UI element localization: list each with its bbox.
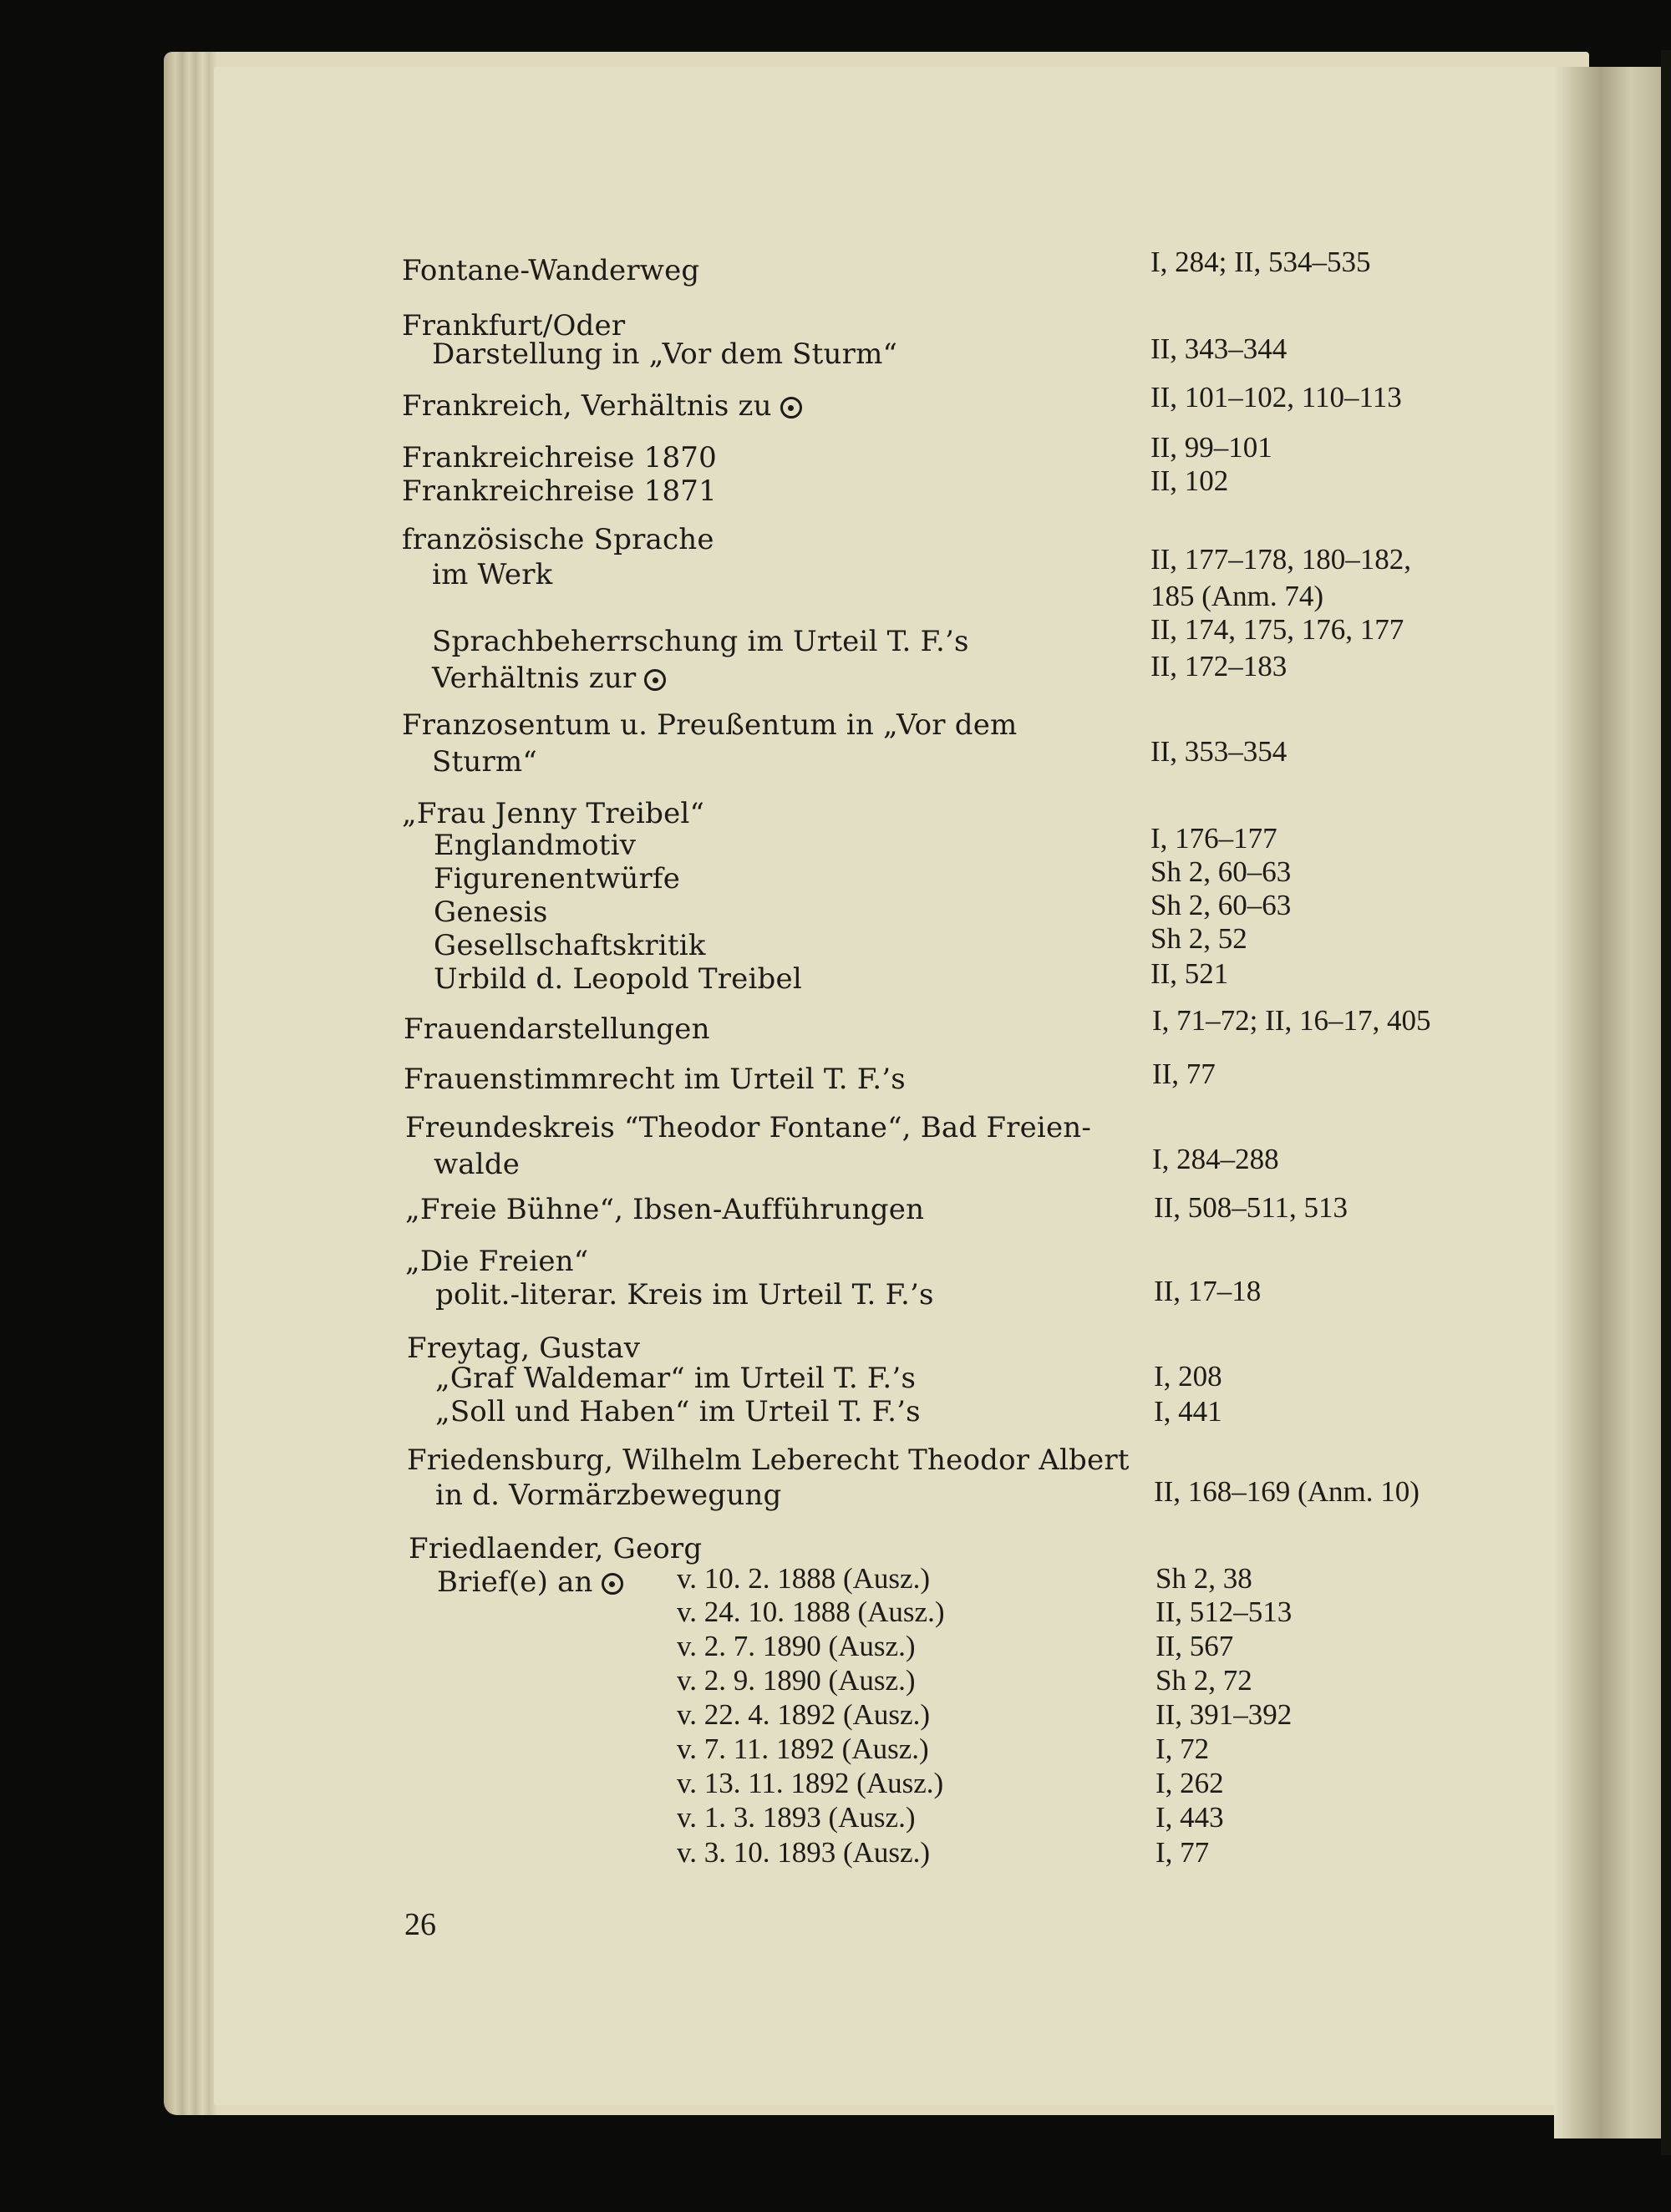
entry-ref: Sh 2, 60–63 bbox=[1150, 889, 1292, 921]
letter-date: v. 13. 11. 1892 (Ausz.) bbox=[677, 1767, 944, 1799]
entry-text: walde bbox=[434, 1148, 521, 1181]
entry-text: Frankreichreise 1870 bbox=[402, 441, 717, 474]
entry-ref: II, 343–344 bbox=[1150, 332, 1288, 365]
entry-text: Sturm“ bbox=[432, 745, 537, 779]
entry-text: Freundeskreis “Theodor Fontane“, Bad Freien- bbox=[405, 1111, 1092, 1144]
entry-text bbox=[437, 1565, 623, 1599]
entry-ref: II, 177–178, 180–182, bbox=[1150, 543, 1412, 576]
entry-text: Figurenentwürfe bbox=[434, 862, 681, 895]
entry-text bbox=[432, 662, 666, 695]
letter-ref: I, 77 bbox=[1155, 1836, 1210, 1869]
entry-ref: II, 174, 175, 176, 177 bbox=[1150, 613, 1404, 646]
letter-date: v. 2. 7. 1890 (Ausz.) bbox=[677, 1630, 916, 1662]
letter-ref: II, 567 bbox=[1155, 1630, 1234, 1662]
entry-text: Darstellung in „Vor dem Sturm“ bbox=[432, 337, 898, 371]
entry-ref: I, 71–72; II, 16–17, 405 bbox=[1152, 1004, 1431, 1037]
entry-ref: I, 284–288 bbox=[1152, 1143, 1279, 1175]
entry-text: Franzosentum u. Preußentum in „Vor dem bbox=[402, 708, 1018, 742]
entry-label: Verhältnis zur bbox=[432, 662, 637, 695]
letter-ref: I, 443 bbox=[1155, 1801, 1224, 1834]
entry-text: „Graf Waldemar“ im Urteil T. F.’s bbox=[435, 1362, 917, 1395]
letter-ref: II, 391–392 bbox=[1155, 1698, 1293, 1731]
entry-text: Friedensburg, Wilhelm Leberecht Theodor Albert bbox=[407, 1443, 1130, 1477]
entry-ref: II, 521 bbox=[1150, 957, 1229, 990]
letter-date: v. 3. 10. 1893 (Ausz.) bbox=[677, 1836, 930, 1869]
entry-text: Englandmotiv bbox=[434, 829, 637, 862]
entry-text: „Soll und Haben“ im Urteil T. F.’s bbox=[435, 1395, 921, 1428]
entry-ref: II, 172–183 bbox=[1150, 650, 1288, 682]
entry-text bbox=[402, 389, 802, 423]
entry-ref: II, 353–354 bbox=[1150, 735, 1288, 768]
entry-text: Fontane-Wanderweg bbox=[402, 254, 700, 287]
entry-text: Genesis bbox=[434, 895, 548, 929]
entry-ref: II, 77 bbox=[1152, 1058, 1216, 1090]
page-number: 26 bbox=[404, 1907, 436, 1942]
entry-label: Brief(e) an bbox=[437, 1565, 593, 1599]
entry-text: Freytag, Gustav bbox=[407, 1332, 641, 1365]
entry-text: in d. Vormärzbewegung bbox=[435, 1479, 782, 1512]
entry-text: Frauendarstellungen bbox=[404, 1012, 710, 1046]
letter-date: v. 22. 4. 1892 (Ausz.) bbox=[677, 1698, 930, 1731]
letter-ref: I, 72 bbox=[1155, 1733, 1210, 1765]
entry-ref: 185 (Anm. 74) bbox=[1150, 580, 1324, 612]
entry-label: Frankreich, Verhältnis zu bbox=[402, 389, 772, 423]
letter-date: v. 10. 2. 1888 (Ausz.) bbox=[677, 1562, 930, 1595]
entry-ref: Sh 2, 52 bbox=[1150, 922, 1247, 955]
entry-ref: II, 17–18 bbox=[1154, 1275, 1262, 1307]
entry-text: im Werk bbox=[432, 558, 553, 591]
letter-date: v. 1. 3. 1893 (Ausz.) bbox=[677, 1801, 916, 1834]
entry-ref: I, 176–177 bbox=[1150, 822, 1277, 855]
entry-text: polit.-literar. Kreis im Urteil T. F.’s bbox=[435, 1278, 934, 1311]
letter-ref: Sh 2, 72 bbox=[1155, 1664, 1252, 1697]
letter-date: v. 7. 11. 1892 (Ausz.) bbox=[677, 1733, 929, 1765]
letter-ref: I, 262 bbox=[1155, 1767, 1224, 1799]
entry-ref: II, 168–169 (Anm. 10) bbox=[1154, 1475, 1420, 1508]
letter-ref: Sh 2, 38 bbox=[1155, 1562, 1252, 1595]
entry-text: Frankreichreise 1871 bbox=[402, 474, 717, 508]
entry-text: französische Sprache bbox=[402, 523, 714, 556]
entry-text: „Freie Bühne“, Ibsen-Aufführungen bbox=[405, 1193, 925, 1226]
entry-ref: II, 508–511, 513 bbox=[1154, 1191, 1348, 1224]
circled-dot-icon bbox=[780, 397, 802, 419]
letter-date: v. 24. 10. 1888 (Ausz.) bbox=[677, 1596, 945, 1628]
entry-text: „Die Freien“ bbox=[405, 1245, 589, 1278]
entry-ref: II, 101–102, 110–113 bbox=[1150, 381, 1402, 413]
entry-text: Urbild d. Leopold Treibel bbox=[434, 962, 802, 996]
letter-ref: II, 512–513 bbox=[1155, 1596, 1293, 1628]
entry-ref: I, 208 bbox=[1154, 1360, 1222, 1393]
entry-text: „Frau Jenny Treibel“ bbox=[402, 797, 705, 830]
circled-dot-icon bbox=[644, 669, 666, 691]
entry-text: Frankfurt/Oder bbox=[402, 309, 626, 342]
entry-ref: I, 284; II, 534–535 bbox=[1150, 246, 1371, 278]
entry-text: Gesellschaftskritik bbox=[434, 929, 706, 962]
entry-ref: II, 99–101 bbox=[1150, 431, 1272, 464]
entry-ref: II, 102 bbox=[1150, 464, 1229, 497]
circled-dot-icon bbox=[602, 1573, 623, 1595]
entry-text: Sprachbeherrschung im Urteil T. F.’s bbox=[432, 625, 969, 658]
entry-text: Frauenstimmrecht im Urteil T. F.’s bbox=[404, 1063, 906, 1096]
entry-ref: I, 441 bbox=[1154, 1395, 1222, 1428]
book-gutter bbox=[1554, 67, 1663, 2138]
entry-ref: Sh 2, 60–63 bbox=[1150, 855, 1292, 888]
letter-date: v. 2. 9. 1890 (Ausz.) bbox=[677, 1664, 916, 1697]
entry-text: Friedlaender, Georg bbox=[409, 1532, 703, 1565]
right-border bbox=[1661, 50, 1671, 2155]
